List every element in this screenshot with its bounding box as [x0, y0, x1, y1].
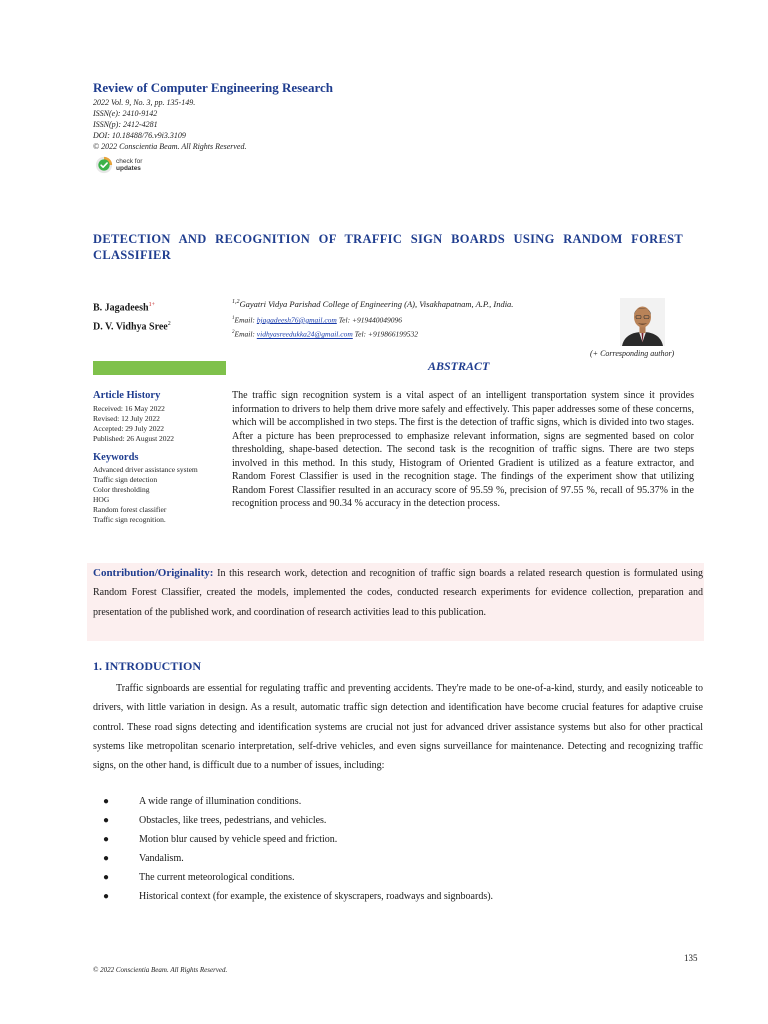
- check-for-updates-badge[interactable]: [95, 156, 142, 174]
- section-title-introduction: 1. INTRODUCTION: [93, 659, 202, 673]
- author-sup: 2: [167, 321, 171, 328]
- keyword-item: Traffic sign recognition.: [93, 515, 166, 524]
- history-published: Published: 26 August 2022: [93, 434, 175, 443]
- abstract-title: ABSTRACT: [428, 359, 490, 373]
- bullet-icon: ●: [103, 872, 110, 883]
- keyword-item: Advanced driver assistance system: [93, 465, 198, 474]
- article-history-list: [93, 404, 228, 444]
- email-link[interactable]: vidhyasreedukka24@gmail.com: [256, 329, 353, 339]
- author-photo: [620, 298, 665, 346]
- journal-title: Review of Computer Engineering Research: [93, 80, 333, 95]
- journal-volume: 2022 Vol. 9, No. 3, pp. 135-149.: [93, 98, 196, 107]
- keywords-list: [93, 465, 228, 525]
- paper-title: DETECTION AND RECOGNITION OF TRAFFIC SIGN BOARDS USING RANDOM FOREST CLASSIFIER: [93, 232, 683, 262]
- page-number: 135: [684, 953, 698, 963]
- author-1: [93, 297, 171, 316]
- journal-issn-e: ISSN(e): 2410-9142: [93, 109, 158, 118]
- keyword-item: HOG: [93, 495, 110, 504]
- bullet-icon: ●: [103, 834, 110, 845]
- corresponding-author-note: (+ Corresponding author): [590, 349, 675, 358]
- bullet-icon: ●: [103, 815, 110, 826]
- history-revised: Revised: 12 July 2022: [93, 414, 160, 423]
- list-item: ● Historical context (for example, the existence of skyscrapers, roadways and signboards).: [93, 887, 703, 906]
- contribution-block: [93, 564, 703, 622]
- keywords-title: Keywords: [93, 452, 139, 463]
- email-link[interactable]: bjagadeesh76@gmail.com: [256, 315, 337, 325]
- introduction-paragraph: Traffic signboards are essential for regulating traffic and preventing accidents. They're made to be one-of-a-kind, sturdy, and easily noticeable to drivers, with little variation in design. As a result, automatic traffic sign detection and identification have become crucial features for adaptive cruise control. These road signs detecting and identification systems are crucial not just for advanced driver assistance systems but also for other practical systems like metropolitan scenario interpretation, self-drive vehicles, and even signs surveillance for maintenance. Detecting and recognizing traffic signs, on the other hand, is difficult due to a number of issues, including:: [93, 683, 703, 772]
- list-item: ● Motion blur caused by vehicle speed and friction.: [93, 830, 703, 849]
- bullet-icon: ●: [103, 853, 110, 864]
- challenges-list: [93, 792, 703, 906]
- author-name: B. Jagadeesh: [93, 302, 149, 314]
- check-updates-icon: [95, 156, 113, 174]
- email-line-1: $^1$Email: bjagadeesh76@gmail.com Tel: +919440049096: [232, 315, 403, 325]
- introduction-body: [93, 679, 703, 775]
- journal-meta: [93, 97, 246, 152]
- history-accepted: Accepted: 29 July 2022: [93, 424, 165, 433]
- bullet-icon: ●: [103, 891, 110, 902]
- history-received: Received: 16 May 2022: [93, 404, 165, 413]
- keyword-item: Color thresholding: [93, 485, 150, 494]
- contribution-label: Contribution/Originality:: [93, 567, 214, 579]
- keyword-item: Traffic sign detection: [93, 475, 158, 484]
- journal-copyright: © 2022 Conscientia Beam. All Rights Reserved.: [93, 142, 247, 151]
- affiliation-name: Gayatri Vidya Parishad College of Engineering (A), Visakhapatnam, A.P., India.: [239, 298, 514, 309]
- author-sup: 1+: [148, 302, 155, 308]
- journal-issn-p: ISSN(p): 2412-4281: [93, 120, 158, 129]
- keyword-item: Random forest classifier: [93, 505, 167, 514]
- journal-doi: DOI: 10.18488/76.v9i3.3109: [93, 131, 186, 140]
- article-history-title: Article History: [93, 390, 161, 401]
- author-2: [93, 316, 171, 335]
- footer-copyright: © 2022 Conscientia Beam. All Rights Reserved.: [93, 966, 228, 974]
- sidebar-accent-bar: [93, 361, 226, 375]
- check-updates-line2: updates: [116, 165, 141, 172]
- abstract-body: The traffic sign recognition system is a vital aspect of an intelligent transportation system since it provides information to drivers to help them drive more safely and effectively. This paper addresses some of these concerns, which will be accomplished in two steps. The first is the detection of traffic signs, which is divided into two stages. After a picture has been preprocessed to emphasize relevant information, signs are segmented based on color thresholding, shape-based detection. The second task is the recognition of traffic signs. There are two steps involved in this method. In this study, Histogram of Oriented Gradient is utilized as a feature extractor, and Random Forest Classifier is used in the recognition stage. The findings of the experiment show that utilizing Random Forest Classifier resulted in an accuracy score of 95.59 %, precision of 97.55 %, recall of 95.37% in the recognition process and 90.34 % accuracy in the detection process.: [232, 390, 694, 509]
- bullet-icon: ●: [103, 796, 110, 807]
- author-list: [93, 297, 171, 336]
- list-item: ● Vandalism.: [93, 849, 703, 868]
- author-name: D. V. Vidhya Sree: [93, 321, 168, 333]
- affiliation-sup: 1,2: [232, 299, 240, 305]
- list-item: ● Obstacles, like trees, pedestrians, and vehicles.: [93, 811, 703, 830]
- contribution-text: In this research work, detection and recognition of traffic sign boards a related research question is formulated using Random Forest Classifier, created the models, implemented the codes, conducted research experiments for evidence collection, preparation and presentation of the published work, and coordination of research activities lead to this publication.: [93, 568, 703, 618]
- list-item: ● A wide range of illumination conditions.: [93, 792, 703, 811]
- list-item: ● The current meteorological conditions.: [93, 868, 703, 887]
- email-line-2: $^2$Email: vidhyasreedukka24@gmail.com Tel: +919866199532: [232, 329, 418, 339]
- check-updates-line1: check for: [116, 158, 143, 165]
- affiliation-block: [232, 297, 582, 340]
- affiliation-text: [232, 297, 582, 310]
